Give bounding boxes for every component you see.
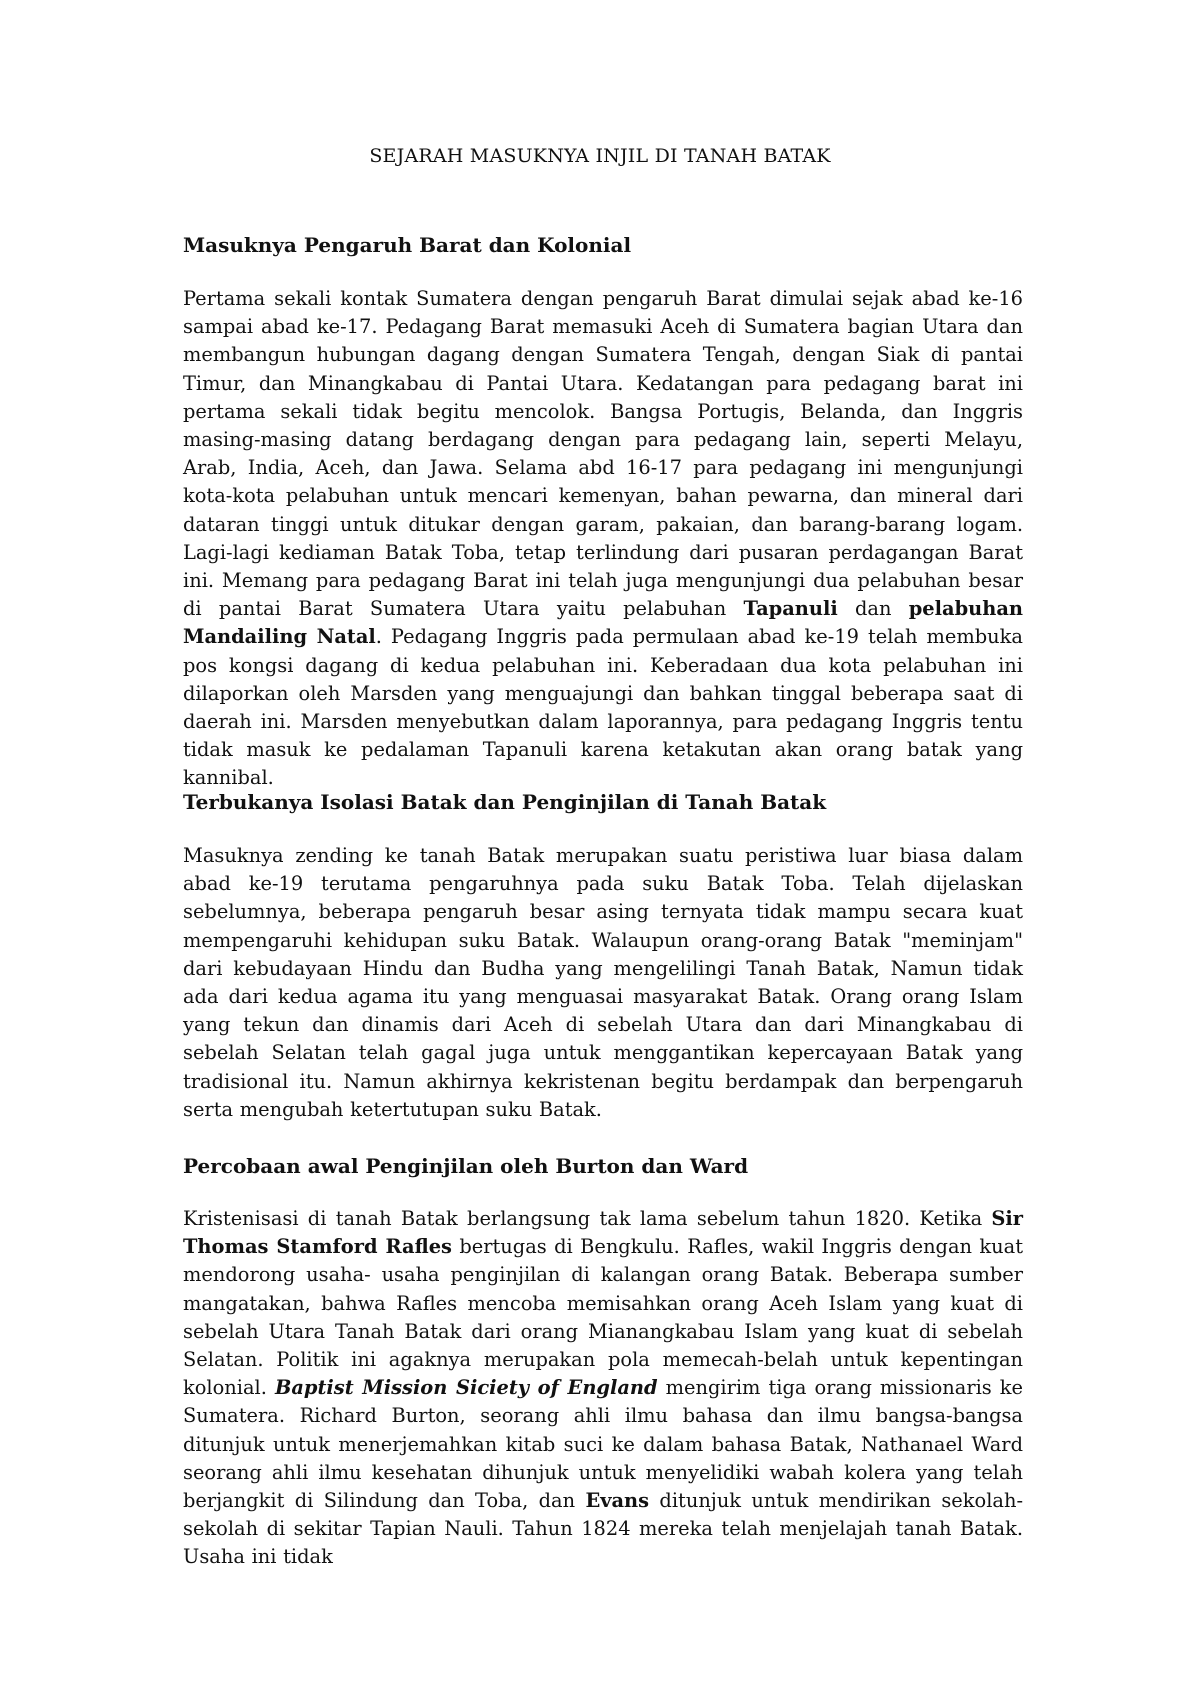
section-paragraph-3 [183, 1205, 1023, 1572]
section-paragraph-2 [183, 842, 1023, 1124]
section-paragraph-1 [183, 285, 1023, 793]
section-heading-3: Percobaan awal Penginjilan oleh Burton dan Ward [183, 1154, 749, 1178]
paragraph-text: dan [837, 597, 909, 621]
paragraph-text: Masuknya zending ke tanah Batak merupakan suatu peristiwa luar biasa dalam abad ke-19 terutama pengaruhnya pada suku Batak Toba. Telah dijelaskan sebelumnya, beberapa pengaruh besar asing ternyata tidak mampu secara kuat mempengaruhi kehidupan suku Batak. Walaupun orang-orang Batak "meminjam" dari kebudayaan Hindu dan Budha yang mengelilingi Tanah Batak, Namun tidak ada dari kedua agama itu yang menguasai masyarakat Batak. Orang orang Islam yang tekun dan dinamis dari Aceh di sebelah Utara dan dari Minangkabau di sebelah Selatan telah gagal juga untuk menggantikan kepercayaan Batak yang tradisional itu. Namun akhirnya kekristenan begitu berdampak dan berpengaruh serta mengubah ketertutupan suku Batak. [183, 844, 1023, 1121]
bold-term: pelabuhan Mandailing Natal [183, 597, 1023, 649]
bold-term: Evans [585, 1489, 650, 1513]
bold-term: Sir Thomas Stamford Rafles [183, 1207, 1023, 1259]
document-title: SEJARAH MASUKNYA INJIL DI TANAH BATAK [369, 145, 831, 167]
paragraph-text: Pertama sekali kontak Sumatera dengan pengaruh Barat dimulai sejak abad ke-16 sampai abad ke-17. Pedagang Barat memasuki Aceh di Sumatera bagian Utara dan membangun hubungan dagang dengan Sumatera Tengah, dengan Siak di pantai Timur, dan Minangkabau di Pantai Utara. Kedatangan para pedagang barat ini pertama sekali tidak begitu mencolok. Bangsa Portugis, Belanda, dan Inggris masing-masing datang berdagang dengan para pedagang lain, seperti Melayu, Arab, India, Aceh, dan Jawa. Selama abd 16-17 para pedagang ini mengunjungi kota-kota pelabuhan untuk mencari kemenyan, bahan pewarna, dan mineral dari dataran tinggi untuk ditukar dengan garam, pakaian, dan barang-barang logam. Lagi-lagi kediaman Batak Toba, tetap terlindung dari pusaran perdagangan Barat ini. Memang para pedagang Barat ini telah juga mengunjungi dua pelabuhan besar di pantai Barat Sumatera Utara yaitu pelabuhan [183, 287, 1023, 621]
bold-italic-term: Baptist Mission Siciety of England [274, 1376, 658, 1400]
section-heading-1: Masuknya Pengaruh Barat dan Kolonial [183, 233, 632, 257]
paragraph-text: Kristenisasi di tanah Batak berlangsung tak lama sebelum tahun 1820. Ketika [183, 1207, 992, 1230]
paragraph-text: mengirim tiga orang missionaris ke Sumatera. Richard Burton, seorang ahli ilmu bahasa dan ilmu bangsa-bangsa ditunjuk untuk menerjemahkan kitab suci ke dalam bahasa Batak, Nathanael Ward seorang ahli ilmu kesehatan dihunjuk untuk menyelidiki wabah kolera yang telah berjangkit di Silindung dan Toba, dan [183, 1376, 1023, 1513]
bold-term: Tapanuli [743, 597, 838, 621]
section-heading-2: Terbukanya Isolasi Batak dan Penginjilan di Tanah Batak [183, 790, 827, 814]
paragraph-text: . Pedagang Inggris pada permulaan abad ke-19 telah membuka pos kongsi dagang di kedua pelabuhan ini. Keberadaan dua kota pelabuhan ini dilaporkan oleh Marsden yang menguajungi dan bahkan tinggal beberapa saat di daerah ini. Marsden menyebutkan dalam laporannya, para pedagang Inggris tentu tidak masuk ke pedalaman Tapanuli karena ketakutan akan orang batak yang kannibal. [183, 625, 1023, 790]
paragraph-text: ditunjuk untuk mendirikan sekolah-sekolah di sekitar Tapian Nauli. Tahun 1824 mereka telah menjelajah tanah Batak. Usaha ini tidak [183, 1489, 1024, 1569]
paragraph-text: bertugas di Bengkulu. Rafles, wakil Inggris dengan kuat mendorong usaha- usaha penginjilan di kalangan orang Batak. Beberapa sumber mangatakan, bahwa Rafles mencoba memisahkan orang Aceh Islam yang kuat di sebelah Utara Tanah Batak dari orang Mianangkabau Islam yang kuat di sebelah Selatan. Politik ini agaknya merupakan pola memecah-belah untuk kepentingan kolonial. [183, 1235, 1023, 1400]
